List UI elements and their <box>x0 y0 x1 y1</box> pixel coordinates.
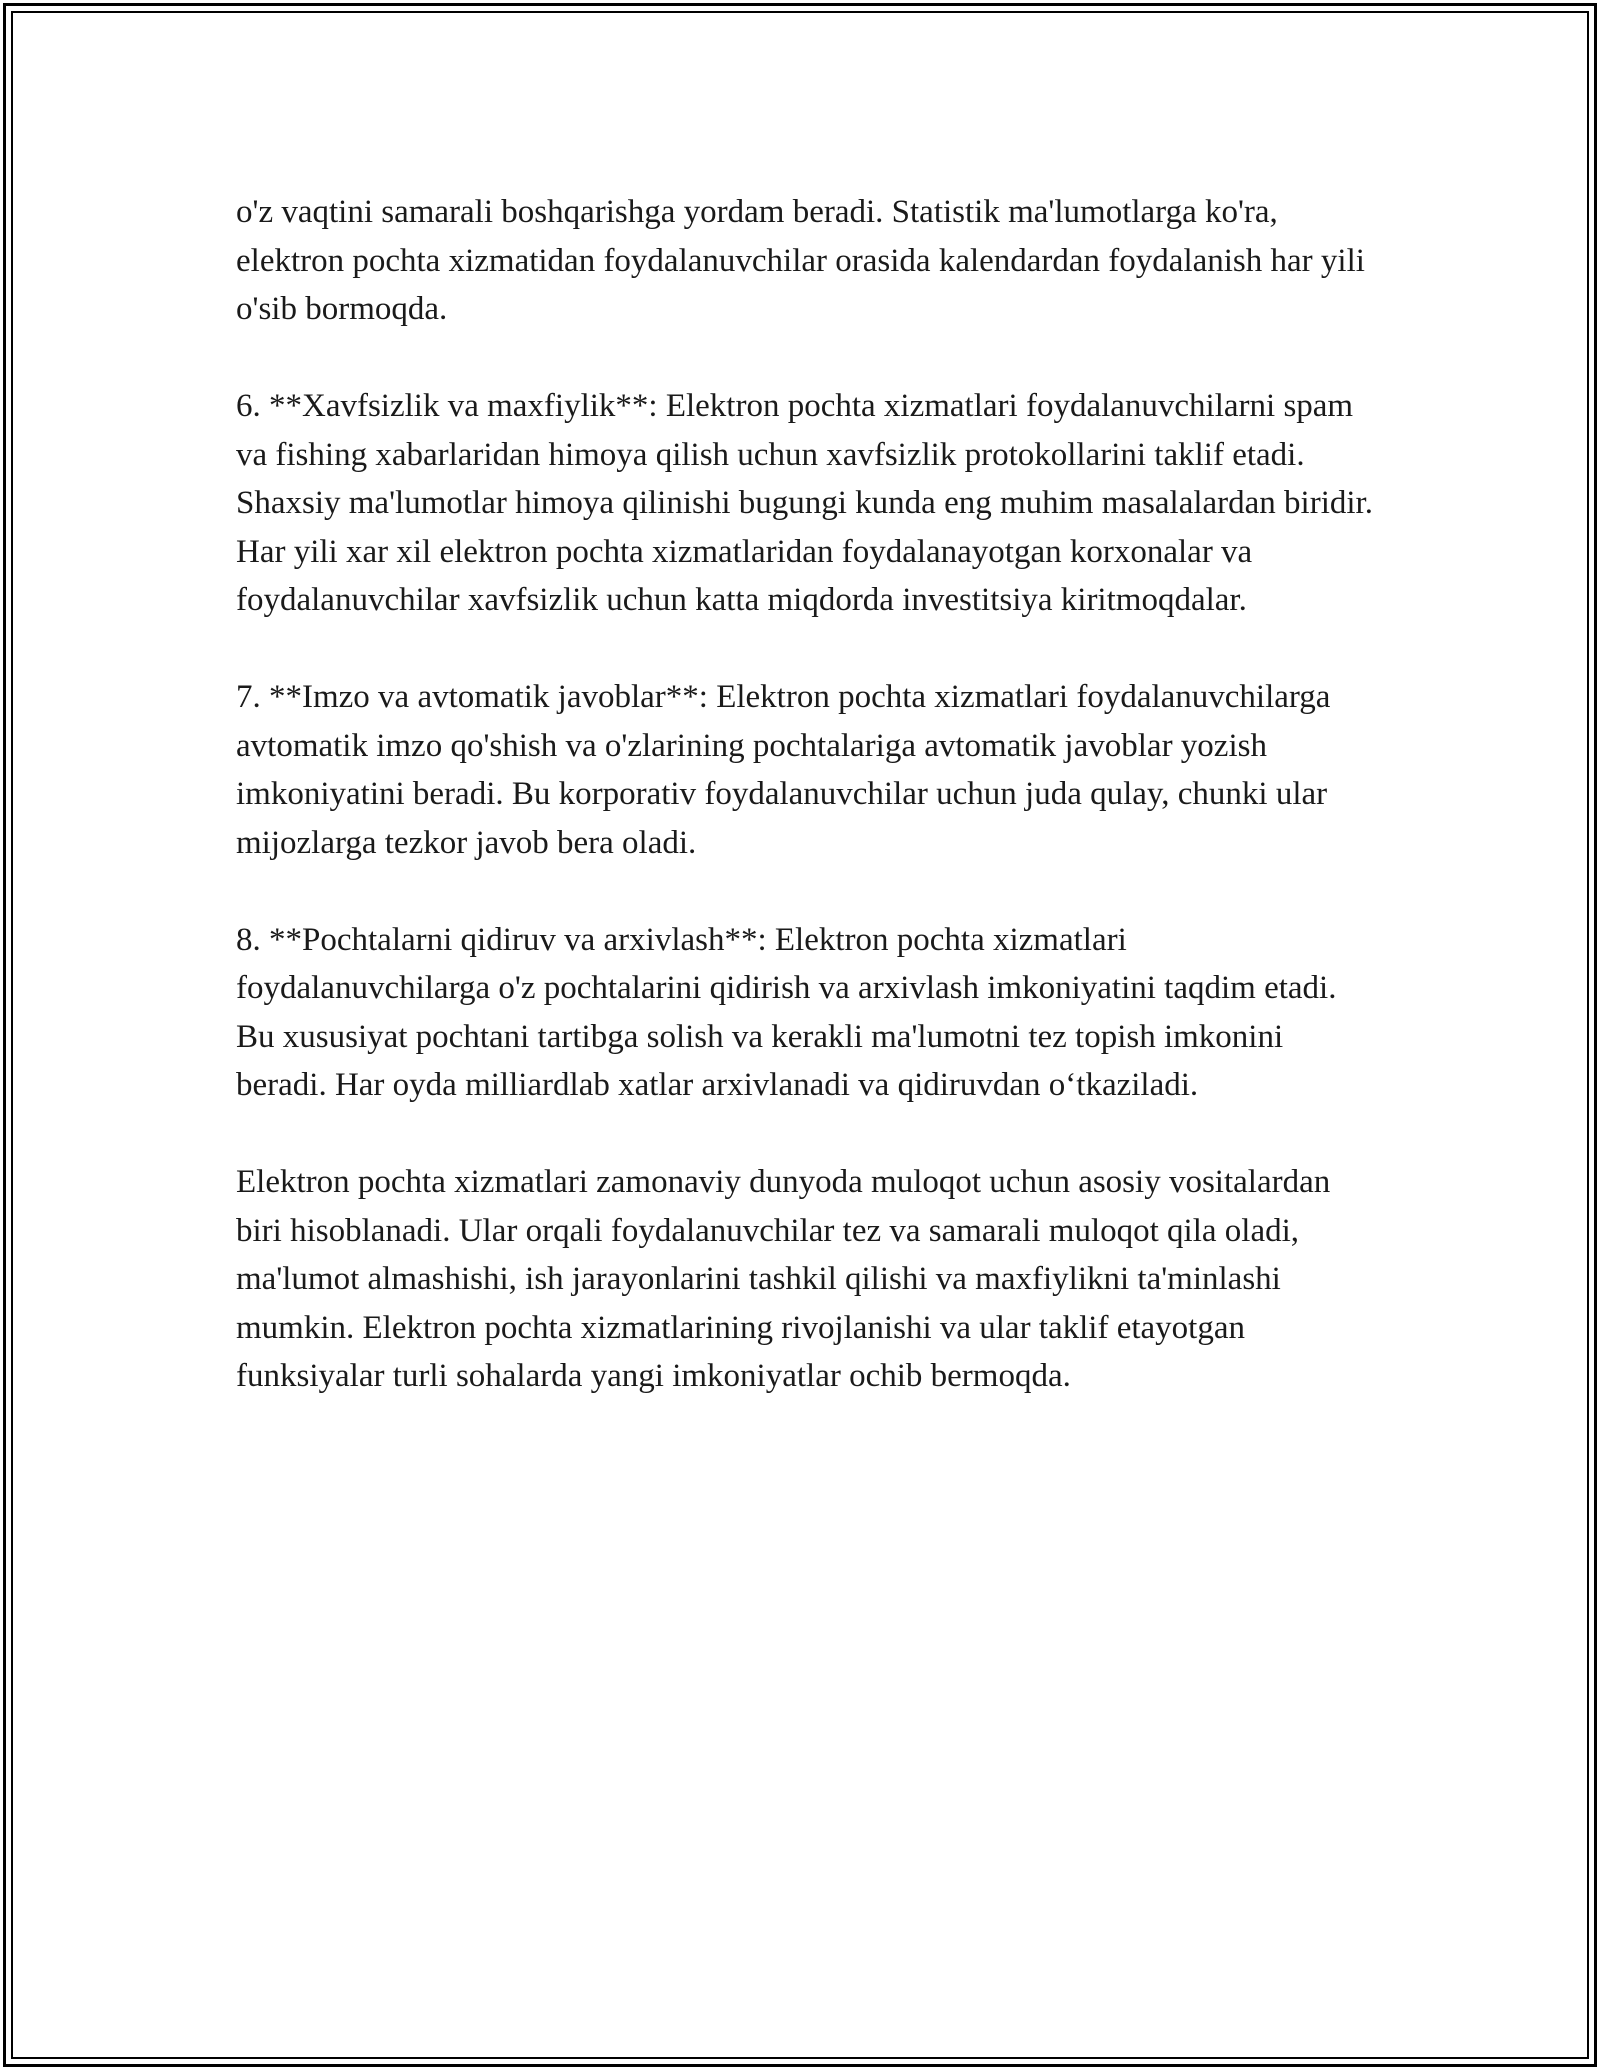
paragraph-security-privacy: 6. **Xavfsizlik va maxfiylik**: Elektron pochta xizmatlari foydalanuvchilarni spam va fishing xabarlaridan himoya qilish uchun xavfsizlik protokollarini taklif etadi. Shaxsiy ma'lumotlar himoya qilinishi bugungi kunda eng muhim masalalardan biridir. Har yili xar xil elektron pochta xizmatlaridan foydalanayotgan korxonalar va foydalanuvchilar xavfsizlik uchun katta miqdorda investitsiya kiritmoqdalar. <box>236 388 1373 618</box>
document-body <box>236 188 1376 1401</box>
paragraph-search-archive: 8. **Pochtalarni qidiruv va arxivlash**: Elektron pochta xizmatlari foydalanuvchilarga o'z pochtalarini qidirish va arxivlash imkoniyatini taqdim etadi. Bu xususiyat pochtani tartibga solish va kerakli ma'lumotni tez topish imkonini beradi. Har oyda milliardlab xatlar arxivlanadi va qidiruvdan o‘tkaziladi. <box>236 921 1337 1103</box>
paragraph-signature-autoreply: 7. **Imzo va avtomatik javoblar**: Elektron pochta xizmatlari foydalanuvchilarga avtomatik imzo qo'shish va o'zlarining pochtalariga avtomatik javoblar yozish imkoniyatini beradi. Bu korporativ foydalanuvchilar uchun juda qulay, chunki ular mijozlarga tezkor javob bera oladi. <box>236 679 1331 861</box>
paragraph-conclusion: Elektron pochta xizmatlari zamonaviy dunyoda muloqot uchun asosiy vositalardan biri hisoblanadi. Ular orqali foydalanuvchilar tez va samarali muloqot qila oladi, ma'lumot almashishi, ish jarayonlarini tashkil qilishi va maxfiylikni ta'minlashi mumkin. Elektron pochta xizmatlarining rivojlanishi va ular taklif etayotgan funksiyalar turli sohalarda yangi imkoniyatlar ochib bermoqda. <box>236 1164 1331 1394</box>
paragraph-calendar-continuation: o'z vaqtini samarali boshqarishga yordam beradi. Statistik ma'lumotlarga ko'ra, elektron pochta xizmatidan foydalanuvchilar orasida kalendardan foydalanish har yili o'sib bormoqda. <box>236 194 1365 327</box>
